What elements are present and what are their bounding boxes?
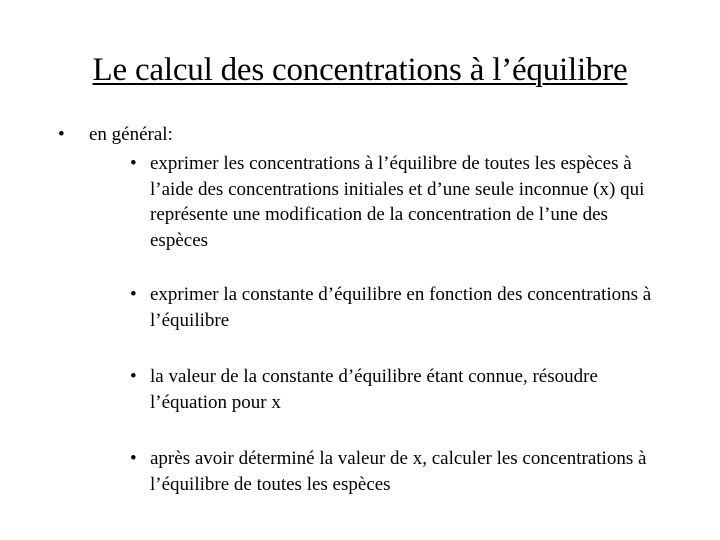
- bullet-icon: •: [130, 448, 137, 469]
- bullet-icon: •: [130, 284, 137, 305]
- slide-title-text: Le calcul des concentrations à l’équilibre: [92, 52, 628, 88]
- sub-bullet-item: [130, 364, 670, 415]
- sub-bullet-item: [130, 446, 670, 497]
- sub-bullet-text: exprimer les concentrations à l’équilibre de toutes les espèces à l’aide des concentrations initiales et d’une seule inconnue (x) qui représente une modification de la concentration de l’une des espèces: [150, 153, 645, 251]
- sub-bullet-item: [130, 151, 670, 253]
- bullet-icon: •: [58, 124, 65, 145]
- sub-bullet-text: exprimer la constante d’équilibre en fonction des concentrations à l’équilibre: [150, 284, 652, 331]
- bullet-icon: •: [130, 153, 137, 174]
- sub-bullet-item: [130, 282, 670, 333]
- bullet-icon: •: [130, 366, 137, 387]
- sub-bullet-text: après avoir déterminé la valeur de x, calculer les concentrations à l’équilibre de toutes les espèces: [150, 448, 647, 495]
- main-bullet-text: en général:: [89, 124, 173, 145]
- sub-bullet-text: la valeur de la constante d’équilibre étant connue, résoudre l’équation pour x: [150, 366, 598, 413]
- slide-title: [0, 48, 720, 92]
